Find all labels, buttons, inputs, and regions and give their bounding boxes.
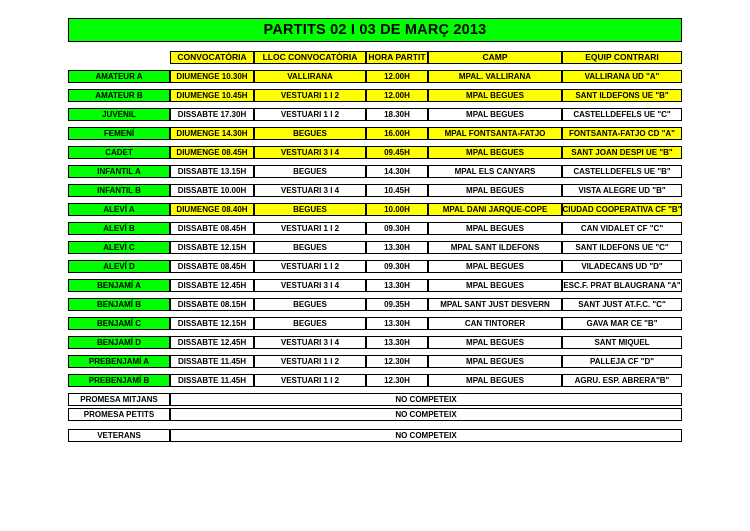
cell-note: NO COMPETEIX [170,408,682,421]
cell-hora-partit: 10.45H [366,184,428,197]
cell-equip-contrari: AGRU. ESP. ABRERA"B" [562,374,682,387]
table-row [68,203,682,216]
cell-camp: MPAL DANI JARQUE-COPE [428,203,562,216]
table-row [68,317,682,330]
cell-hora-partit: 10.00H [366,203,428,216]
table-row [68,108,682,121]
cell-convocatoria: DIUMENGE 08.45H [170,146,254,159]
cell-convocatoria: DISSABTE 10.00H [170,184,254,197]
cell-lloc-convocatoria: VESTUARI 1 I 2 [254,222,366,235]
table-row [68,165,682,178]
cell-team: BENJAMÍ C [68,317,170,330]
header-lloc-convocatoria: LLOC CONVOCATÒRIA [254,51,366,64]
cell-hora-partit: 14.30H [366,165,428,178]
header-equip-contrari: EQUIP CONTRARI [562,51,682,64]
cell-team: PREBENJAMÍ A [68,355,170,368]
cell-hora-partit: 12.30H [366,355,428,368]
cell-team: INFANTIL B [68,184,170,197]
cell-equip-contrari: VILADECANS UD "D" [562,260,682,273]
cell-lloc-convocatoria: BEGUES [254,127,366,140]
cell-team: ALEVÍ D [68,260,170,273]
cell-convocatoria: DIUMENGE 14.30H [170,127,254,140]
cell-team: JUVENIL [68,108,170,121]
cell-convocatoria: DISSABTE 11.45H [170,355,254,368]
cell-hora-partit: 18.30H [366,108,428,121]
cell-convocatoria: DISSABTE 08.45H [170,222,254,235]
cell-convocatoria: DISSABTE 11.45H [170,374,254,387]
cell-hora-partit: 13.30H [366,241,428,254]
header-convocatoria: CONVOCATÒRIA [170,51,254,64]
cell-equip-contrari: ESC.F. PRAT BLAUGRANA "A" [562,279,682,292]
cell-equip-contrari: VALLIRANA UD "A" [562,70,682,83]
cell-equip-contrari: CIUDAD COOPERATIVA CF "B" [562,203,682,216]
header-camp: CAMP [428,51,562,64]
cell-team: AMATEUR B [68,89,170,102]
cell-equip-contrari: PALLEJA CF "D" [562,355,682,368]
cell-camp: MPAL BEGUES [428,336,562,349]
cell-camp: CAN TINTORER [428,317,562,330]
cell-convocatoria: DIUMENGE 10.45H [170,89,254,102]
cell-team: PREBENJAMÍ B [68,374,170,387]
cell-lloc-convocatoria: VESTUARI 3 I 4 [254,336,366,349]
table-row [68,260,682,273]
table-row [68,374,682,387]
cell-lloc-convocatoria: BEGUES [254,203,366,216]
cell-lloc-convocatoria: VESTUARI 1 I 2 [254,260,366,273]
table-row [68,70,682,83]
cell-camp: MPAL BEGUES [428,222,562,235]
table-row-note [68,393,682,406]
cell-note: NO COMPETEIX [170,429,682,442]
cell-camp: MPAL SANT JUST DESVERN [428,298,562,311]
table-row [68,127,682,140]
table-row [68,146,682,159]
cell-hora-partit: 13.30H [366,336,428,349]
cell-equip-contrari: SANT JOAN DESPI UE "B" [562,146,682,159]
cell-lloc-convocatoria: BEGUES [254,317,366,330]
cell-camp: MPAL ELS CANYARS [428,165,562,178]
header-team [68,51,170,64]
cell-lloc-convocatoria: VALLIRANA [254,70,366,83]
table-row [68,336,682,349]
header-hora-partit: HORA PARTIT [366,51,428,64]
table-row [68,184,682,197]
cell-convocatoria: DISSABTE 13.15H [170,165,254,178]
cell-convocatoria: DISSABTE 12.45H [170,279,254,292]
cell-equip-contrari: VISTA ALEGRE UD "B" [562,184,682,197]
table-row-veterans [68,429,682,442]
table-row [68,241,682,254]
cell-hora-partit: 12.00H [366,70,428,83]
cell-team: AMATEUR A [68,70,170,83]
cell-team: BENJAMÍ A [68,279,170,292]
cell-hora-partit: 09.30H [366,260,428,273]
cell-lloc-convocatoria: VESTUARI 1 I 2 [254,108,366,121]
cell-equip-contrari: SANT ILDEFONS UE "C" [562,241,682,254]
cell-camp: MPAL BEGUES [428,260,562,273]
cell-team: BENJAMÍ B [68,298,170,311]
cell-equip-contrari: FONTSANTA-FATJO CD "A" [562,127,682,140]
cell-lloc-convocatoria: BEGUES [254,241,366,254]
cell-convocatoria: DISSABTE 08.45H [170,260,254,273]
table-row [68,279,682,292]
cell-team: BENJAMÍ D [68,336,170,349]
cell-team: VETERANS [68,429,170,442]
table-body [68,70,682,448]
cell-equip-contrari: CASTELLDEFELS UE "B" [562,165,682,178]
cell-equip-contrari: CASTELLDEFELS UE "C" [562,108,682,121]
cell-hora-partit: 09.45H [366,146,428,159]
cell-convocatoria: DIUMENGE 08.40H [170,203,254,216]
cell-equip-contrari: SANT MIQUEL [562,336,682,349]
cell-team: ALEVÍ C [68,241,170,254]
cell-lloc-convocatoria: BEGUES [254,298,366,311]
cell-lloc-convocatoria: VESTUARI 3 I 4 [254,184,366,197]
cell-convocatoria: DISSABTE 12.15H [170,241,254,254]
cell-hora-partit: 16.00H [366,127,428,140]
cell-hora-partit: 12.00H [366,89,428,102]
cell-camp: MPAL SANT ILDEFONS [428,241,562,254]
cell-team: INFANTIL A [68,165,170,178]
cell-team: PROMESA PETITS [68,408,170,421]
cell-hora-partit: 12.30H [366,374,428,387]
cell-team: FEMENÍ [68,127,170,140]
table-row [68,298,682,311]
cell-camp: MPAL BEGUES [428,89,562,102]
cell-convocatoria: DISSABTE 12.15H [170,317,254,330]
cell-lloc-convocatoria: VESTUARI 1 I 2 [254,89,366,102]
cell-hora-partit: 13.30H [366,279,428,292]
page-title-text: PARTITS 02 I 03 DE MARÇ 2013 [263,22,487,38]
cell-camp: MPAL FONTSANTA-FATJO [428,127,562,140]
cell-equip-contrari: SANT JUST AT.F.C. "C" [562,298,682,311]
cell-lloc-convocatoria: VESTUARI 1 I 2 [254,355,366,368]
cell-lloc-convocatoria: BEGUES [254,165,366,178]
cell-hora-partit: 13.30H [366,317,428,330]
cell-equip-contrari: SANT ILDEFONS UE "B" [562,89,682,102]
cell-camp: MPAL BEGUES [428,355,562,368]
cell-hora-partit: 09.35H [366,298,428,311]
page-title [68,18,682,42]
table-header-row [68,51,682,64]
cell-equip-contrari: GAVA MAR CE "B" [562,317,682,330]
cell-equip-contrari: CAN VIDALET CF "C" [562,222,682,235]
cell-camp: MPAL BEGUES [428,279,562,292]
cell-camp: MPAL BEGUES [428,374,562,387]
cell-convocatoria: DISSABTE 17.30H [170,108,254,121]
cell-camp: MPAL BEGUES [428,108,562,121]
cell-hora-partit: 09.30H [366,222,428,235]
table-row [68,89,682,102]
table-row-note [68,408,682,421]
cell-camp: MPAL. VALLIRANA [428,70,562,83]
cell-convocatoria: DISSABTE 12.45H [170,336,254,349]
cell-camp: MPAL BEGUES [428,146,562,159]
cell-convocatoria: DIUMENGE 10.30H [170,70,254,83]
cell-lloc-convocatoria: VESTUARI 3 I 4 [254,146,366,159]
table-row [68,355,682,368]
cell-convocatoria: DISSABTE 08.15H [170,298,254,311]
cell-team: PROMESA MITJANS [68,393,170,406]
cell-lloc-convocatoria: VESTUARI 3 I 4 [254,279,366,292]
cell-team: CADET [68,146,170,159]
cell-note: NO COMPETEIX [170,393,682,406]
table-row [68,222,682,235]
cell-camp: MPAL BEGUES [428,184,562,197]
cell-lloc-convocatoria: VESTUARI 1 I 2 [254,374,366,387]
cell-team: ALEVÍ B [68,222,170,235]
cell-team: ALEVÍ A [68,203,170,216]
